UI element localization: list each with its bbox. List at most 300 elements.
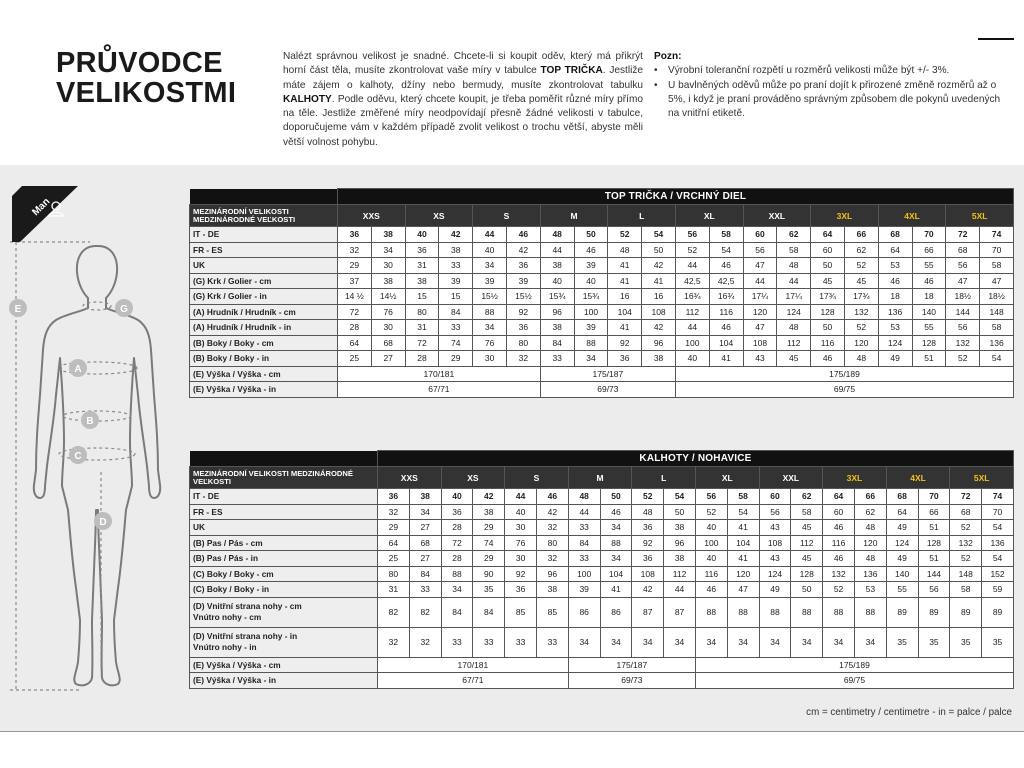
table-cell: 46 xyxy=(695,582,727,598)
table-cell: 128 xyxy=(918,535,950,551)
table-cell: 32 xyxy=(409,627,441,657)
table-cell: 124 xyxy=(878,335,912,351)
table-cell: 15½ xyxy=(506,289,540,305)
table-cell: 34 xyxy=(695,627,727,657)
table-cell: 25 xyxy=(378,551,410,567)
table-cell: 34 xyxy=(568,627,600,657)
table-cell: 52 xyxy=(946,351,980,367)
size-label: L xyxy=(632,467,696,489)
table-cell: 34 xyxy=(600,627,632,657)
table-cell: 46 xyxy=(823,520,855,536)
row-label: (C) Boky / Boky - cm xyxy=(190,566,378,582)
table-cell: 47 xyxy=(743,258,777,274)
table-cell: 89 xyxy=(950,597,982,627)
table-cell: 108 xyxy=(632,566,664,582)
table-cell: 39 xyxy=(439,273,473,289)
table-cell: 41 xyxy=(642,273,676,289)
table-cell: 66 xyxy=(918,504,950,520)
table-cell: 100 xyxy=(675,335,709,351)
table-cell: 18 xyxy=(878,289,912,305)
table-cell: 96 xyxy=(536,566,568,582)
table-cell: 29 xyxy=(378,520,410,536)
table-cell: 38 xyxy=(536,582,568,598)
table-cell: 33 xyxy=(439,320,473,336)
table-cell: 15½ xyxy=(473,289,507,305)
size-header-row xyxy=(190,205,1014,227)
table-cell: 42 xyxy=(642,258,676,274)
table-cell: 46 xyxy=(574,242,608,258)
table-cell: 92 xyxy=(506,304,540,320)
table-cell: 70 xyxy=(912,227,946,243)
table-cell: 38 xyxy=(540,320,574,336)
page-title-line2: VELIKOSTMI xyxy=(56,77,237,109)
table-cell: 88 xyxy=(600,535,632,551)
table-cell: 16¾ xyxy=(709,289,743,305)
table-cell: 34 xyxy=(574,351,608,367)
table-cell: 49 xyxy=(886,551,918,567)
table-cell: 100 xyxy=(695,535,727,551)
table-row xyxy=(190,335,1014,351)
table-cell: 86 xyxy=(568,597,600,627)
table-cell: 92 xyxy=(505,566,537,582)
table-cell: 124 xyxy=(886,535,918,551)
table-row xyxy=(190,657,1014,673)
table-cell: 40 xyxy=(473,242,507,258)
table-cell: 43 xyxy=(743,351,777,367)
table-cell: 59 xyxy=(982,582,1014,598)
table-cell: 47 xyxy=(727,582,759,598)
table-cell: 89 xyxy=(886,597,918,627)
row-label: FR - ES xyxy=(190,504,378,520)
table-cell: 48 xyxy=(608,242,642,258)
table-cell: 39 xyxy=(574,320,608,336)
row-label: (A) Hrudník / Hrudník - in xyxy=(190,320,338,336)
table-row xyxy=(190,320,1014,336)
table-cell: 175/187 xyxy=(568,657,695,673)
table-cell: 38 xyxy=(540,258,574,274)
table-row xyxy=(190,242,1014,258)
row-label: (E) Výška / Výška - in xyxy=(190,673,378,689)
table-cell: 58 xyxy=(727,489,759,505)
table-cell: 116 xyxy=(811,335,845,351)
size-label: XS xyxy=(441,467,505,489)
table-row xyxy=(190,289,1014,305)
table-cell: 33 xyxy=(473,627,505,657)
row-label: UK xyxy=(190,258,338,274)
table-cell: 35 xyxy=(886,627,918,657)
table-cell: 33 xyxy=(439,258,473,274)
table-corner-blank xyxy=(190,451,378,467)
table-cell: 45 xyxy=(791,551,823,567)
table-cell: 46 xyxy=(912,273,946,289)
table-cell: 68 xyxy=(371,335,405,351)
table-cell: 116 xyxy=(709,304,743,320)
table-cell: 15 xyxy=(439,289,473,305)
row-label: (B) Pas / Pás - in xyxy=(190,551,378,567)
table-cell: 66 xyxy=(912,242,946,258)
table-cell: 44 xyxy=(505,489,537,505)
table-cell: 128 xyxy=(912,335,946,351)
table-cell: 88 xyxy=(695,597,727,627)
table-cell: 15 xyxy=(405,289,439,305)
table-cell: 36 xyxy=(632,551,664,567)
table-cell: 64 xyxy=(878,242,912,258)
table-cell: 68 xyxy=(878,227,912,243)
table-title-row xyxy=(190,451,1014,467)
table-cell: 88 xyxy=(791,597,823,627)
table-cell: 35 xyxy=(950,627,982,657)
table-cell: 84 xyxy=(473,597,505,627)
table-cell: 170/181 xyxy=(338,366,541,382)
table-cell: 56 xyxy=(946,258,980,274)
table-cell: 120 xyxy=(844,335,878,351)
size-label: 5XL xyxy=(946,205,1014,227)
table-cell: 46 xyxy=(811,351,845,367)
notes-list xyxy=(654,64,1014,121)
table-cell: 36 xyxy=(505,582,537,598)
table-cell: 55 xyxy=(886,582,918,598)
row-label: (E) Výška / Výška - cm xyxy=(190,657,378,673)
table-cell: 14½ xyxy=(371,289,405,305)
table-row xyxy=(190,273,1014,289)
figure-label-c: C xyxy=(74,451,82,462)
row-label: (G) Krk / Golier - in xyxy=(190,289,338,305)
table-cell: 70 xyxy=(918,489,950,505)
table-cell: 60 xyxy=(759,489,791,505)
table-cell: 55 xyxy=(912,320,946,336)
table-cell: 82 xyxy=(378,597,410,627)
table-cell: 52 xyxy=(950,520,982,536)
table-cell: 56 xyxy=(759,504,791,520)
notes-item: • Výrobní toleranční rozpětí u rozměrů velikosti může být +/- 3%. xyxy=(654,64,1014,78)
table-cell: 34 xyxy=(791,627,823,657)
table-cell: 88 xyxy=(441,566,473,582)
table-cell: 34 xyxy=(600,520,632,536)
notes-block xyxy=(654,50,1014,121)
size-label: XL xyxy=(695,467,759,489)
table-cell: 116 xyxy=(823,535,855,551)
table-cell: 54 xyxy=(980,351,1014,367)
table-cell: 175/187 xyxy=(540,366,675,382)
table-cell: 69/73 xyxy=(540,382,675,398)
table-cell: 35 xyxy=(473,582,505,598)
table-cell: 74 xyxy=(473,535,505,551)
table-cell: 128 xyxy=(811,304,845,320)
table-cell: 31 xyxy=(405,258,439,274)
table-cell: 68 xyxy=(946,242,980,258)
table-cell: 58 xyxy=(980,320,1014,336)
table-cell: 38 xyxy=(473,504,505,520)
table-cell: 44 xyxy=(675,320,709,336)
table-cell: 85 xyxy=(505,597,537,627)
table-cell: 51 xyxy=(918,551,950,567)
intro-part1: Nalézt správnou velikost je snadné. Chcete-li si koupit oděv, který má přikrýt horní část těla, musíte zkontrolovat vaše míry v tabulce xyxy=(283,51,643,77)
table-cell: 38 xyxy=(405,273,439,289)
table-title: KALHOTY / NOHAVICE xyxy=(378,451,1014,467)
table-cell: 148 xyxy=(980,304,1014,320)
table-cell: 100 xyxy=(568,566,600,582)
table-cell: 48 xyxy=(540,227,574,243)
notes-title: Pozn: xyxy=(654,51,682,62)
table-cell: 82 xyxy=(409,597,441,627)
table-row xyxy=(190,551,1014,567)
bottom-rule xyxy=(0,731,1024,732)
table-cell: 42 xyxy=(473,489,505,505)
table-cell: 42 xyxy=(536,504,568,520)
table-cell: 17¼ xyxy=(777,289,811,305)
table-cell: 170/181 xyxy=(378,657,569,673)
table-cell: 104 xyxy=(709,335,743,351)
size-label: XXS xyxy=(338,205,406,227)
table-cell: 40 xyxy=(405,227,439,243)
size-header-label: MEZINÁRODNÍ VELIKOSTI MEDZINÁRODNÉ VEĽKOSTI xyxy=(190,467,378,489)
table-cell: 46 xyxy=(709,258,743,274)
table-cell: 72 xyxy=(441,535,473,551)
table-cell: 36 xyxy=(441,504,473,520)
table-cell: 69/75 xyxy=(675,382,1013,398)
size-label: M xyxy=(540,205,608,227)
table-cell: 53 xyxy=(854,582,886,598)
table-cell: 112 xyxy=(777,335,811,351)
table-cell: 32 xyxy=(378,504,410,520)
table-cell: 88 xyxy=(574,335,608,351)
table-cell: 72 xyxy=(338,304,372,320)
table-cell: 30 xyxy=(473,351,507,367)
page-title xyxy=(56,48,236,108)
table-cell: 29 xyxy=(439,351,473,367)
table-cell: 38 xyxy=(664,520,696,536)
table-cell: 38 xyxy=(664,551,696,567)
table-cell: 46 xyxy=(600,504,632,520)
table-cell: 38 xyxy=(642,351,676,367)
table-cell: 16¾ xyxy=(675,289,709,305)
table-cell: 34 xyxy=(854,627,886,657)
table-cell: 33 xyxy=(409,582,441,598)
table-row xyxy=(190,673,1014,689)
table-cell: 124 xyxy=(759,566,791,582)
man-badge-text: Man xyxy=(30,196,53,219)
size-header-row xyxy=(190,467,1014,489)
table-row xyxy=(190,566,1014,582)
table-cell: 36 xyxy=(405,242,439,258)
table-cell: 72 xyxy=(946,227,980,243)
table-cell: 41 xyxy=(608,320,642,336)
row-label: IT - DE xyxy=(190,227,338,243)
table-cell: 29 xyxy=(473,520,505,536)
table-cell: 42 xyxy=(642,320,676,336)
table-cell: 50 xyxy=(574,227,608,243)
table-cell: 40 xyxy=(540,273,574,289)
table-cell: 64 xyxy=(338,335,372,351)
table-title: TOP TRIČKA / VRCHNÝ DIEL xyxy=(338,189,1014,205)
top-size-table xyxy=(189,188,1014,398)
table-cell: 89 xyxy=(982,597,1014,627)
table-cell: 17¼ xyxy=(743,289,777,305)
table-cell: 17¾ xyxy=(811,289,845,305)
figure-label-d: D xyxy=(99,517,107,528)
notes-item: • U bavlněných oděvů může po praní dojít k přirozené změně rozměrů až o 5%, i když je praní prováděno správným způsobem dle pokynů uvedených na vnitřní etiketě. xyxy=(654,79,1014,122)
table-cell: 54 xyxy=(642,227,676,243)
table-cell: 72 xyxy=(950,489,982,505)
table-cell: 62 xyxy=(854,504,886,520)
table-cell: 28 xyxy=(405,351,439,367)
table-cell: 84 xyxy=(441,597,473,627)
table-cell: 58 xyxy=(709,227,743,243)
table-cell: 28 xyxy=(441,551,473,567)
table-cell: 52 xyxy=(632,489,664,505)
table-cell: 140 xyxy=(886,566,918,582)
table-cell: 15¾ xyxy=(574,289,608,305)
table-cell: 15¾ xyxy=(540,289,574,305)
table-cell: 88 xyxy=(823,597,855,627)
table-cell: 29 xyxy=(473,551,505,567)
table-cell: 104 xyxy=(608,304,642,320)
table-cell: 33 xyxy=(441,627,473,657)
figure-label-a: A xyxy=(74,364,82,375)
table-cell: 33 xyxy=(505,627,537,657)
table-cell: 68 xyxy=(409,535,441,551)
table-cell: 69/73 xyxy=(568,673,695,689)
table-cell: 132 xyxy=(946,335,980,351)
table-cell: 32 xyxy=(378,627,410,657)
table-cell: 25 xyxy=(338,351,372,367)
table-cell: 36 xyxy=(632,520,664,536)
table-cell: 64 xyxy=(886,504,918,520)
table-cell: 40 xyxy=(695,551,727,567)
table-cell: 52 xyxy=(823,582,855,598)
table-cell: 86 xyxy=(600,597,632,627)
table-cell: 70 xyxy=(982,504,1014,520)
table-cell: 44 xyxy=(568,504,600,520)
table-cell: 108 xyxy=(642,304,676,320)
table-cell: 144 xyxy=(918,566,950,582)
table-cell: 53 xyxy=(878,258,912,274)
table-cell: 74 xyxy=(980,227,1014,243)
table-cell: 152 xyxy=(982,566,1014,582)
table-cell: 41 xyxy=(608,258,642,274)
table-cell: 18½ xyxy=(946,289,980,305)
table-cell: 68 xyxy=(950,504,982,520)
table-cell: 34 xyxy=(600,551,632,567)
table-cell: 48 xyxy=(777,258,811,274)
table-cell: 34 xyxy=(727,627,759,657)
row-label: (E) Výška / Výška - in xyxy=(190,382,338,398)
table-cell: 67/71 xyxy=(378,673,569,689)
table-cell: 45 xyxy=(844,273,878,289)
table-cell: 112 xyxy=(664,566,696,582)
table-cell: 62 xyxy=(844,242,878,258)
table-cell: 104 xyxy=(727,535,759,551)
table-cell: 88 xyxy=(727,597,759,627)
table-cell: 39 xyxy=(473,273,507,289)
table-row xyxy=(190,258,1014,274)
size-label: XL xyxy=(675,205,743,227)
size-label: 3XL xyxy=(823,467,887,489)
body-measurement-figure xyxy=(0,180,190,720)
table-cell: 41 xyxy=(600,582,632,598)
table-row xyxy=(190,351,1014,367)
table-cell: 67/71 xyxy=(338,382,541,398)
table-cell: 14 ½ xyxy=(338,289,372,305)
table-row xyxy=(190,535,1014,551)
table-cell: 38 xyxy=(409,489,441,505)
table-cell: 76 xyxy=(371,304,405,320)
table-cell: 62 xyxy=(777,227,811,243)
table-cell: 18 xyxy=(912,289,946,305)
row-label: IT - DE xyxy=(190,489,378,505)
table-cell: 30 xyxy=(371,320,405,336)
figure-label-e: E xyxy=(14,304,22,315)
table-cell: 37 xyxy=(338,273,372,289)
table-cell: 30 xyxy=(505,551,537,567)
row-label: (D) Vnitřní strana nohy - in Vnútro nohy - in xyxy=(190,627,378,657)
table-cell: 48 xyxy=(854,551,886,567)
table-cell: 18½ xyxy=(980,289,1014,305)
table-cell: 50 xyxy=(811,258,845,274)
table-cell: 42 xyxy=(506,242,540,258)
figure-label-b: B xyxy=(86,416,94,427)
table-row xyxy=(190,504,1014,520)
table-cell: 108 xyxy=(759,535,791,551)
table-cell: 140 xyxy=(912,304,946,320)
table-cell: 58 xyxy=(980,258,1014,274)
table-cell: 52 xyxy=(844,320,878,336)
table-cell: 41 xyxy=(709,351,743,367)
row-label: (A) Hrudník / Hrudník - cm xyxy=(190,304,338,320)
table-cell: 92 xyxy=(632,535,664,551)
table-cell: 35 xyxy=(982,627,1014,657)
table-cell: 52 xyxy=(608,227,642,243)
table-cell: 64 xyxy=(378,535,410,551)
row-label: (E) Výška / Výška - cm xyxy=(190,366,338,382)
table-cell: 51 xyxy=(912,351,946,367)
table-cell: 56 xyxy=(675,227,709,243)
table-cell: 108 xyxy=(743,335,777,351)
table-cell: 47 xyxy=(980,273,1014,289)
intro-bold-pants: KALHOTY xyxy=(283,93,332,105)
table-cell: 80 xyxy=(506,335,540,351)
table-cell: 51 xyxy=(918,520,950,536)
table-cell: 27 xyxy=(409,551,441,567)
table-cell: 33 xyxy=(540,351,574,367)
table-cell: 84 xyxy=(439,304,473,320)
table-cell: 27 xyxy=(409,520,441,536)
table-cell: 144 xyxy=(946,304,980,320)
table-cell: 34 xyxy=(473,258,507,274)
table-cell: 50 xyxy=(811,320,845,336)
table-cell: 80 xyxy=(405,304,439,320)
table-cell: 148 xyxy=(950,566,982,582)
table-cell: 34 xyxy=(664,627,696,657)
table-cell: 27 xyxy=(371,351,405,367)
table-cell: 44 xyxy=(743,273,777,289)
table-cell: 42,5 xyxy=(709,273,743,289)
table-cell: 34 xyxy=(441,582,473,598)
table-corner-blank xyxy=(190,189,338,205)
table-cell: 80 xyxy=(536,535,568,551)
table-cell: 33 xyxy=(568,551,600,567)
table-cell: 41 xyxy=(727,520,759,536)
table-cell: 58 xyxy=(777,242,811,258)
table-cell: 54 xyxy=(709,242,743,258)
table-cell: 36 xyxy=(338,227,372,243)
table-cell: 56 xyxy=(946,320,980,336)
table-cell: 175/189 xyxy=(675,366,1013,382)
table-cell: 33 xyxy=(568,520,600,536)
table-cell: 74 xyxy=(982,489,1014,505)
table-cell: 47 xyxy=(946,273,980,289)
table-row xyxy=(190,582,1014,598)
